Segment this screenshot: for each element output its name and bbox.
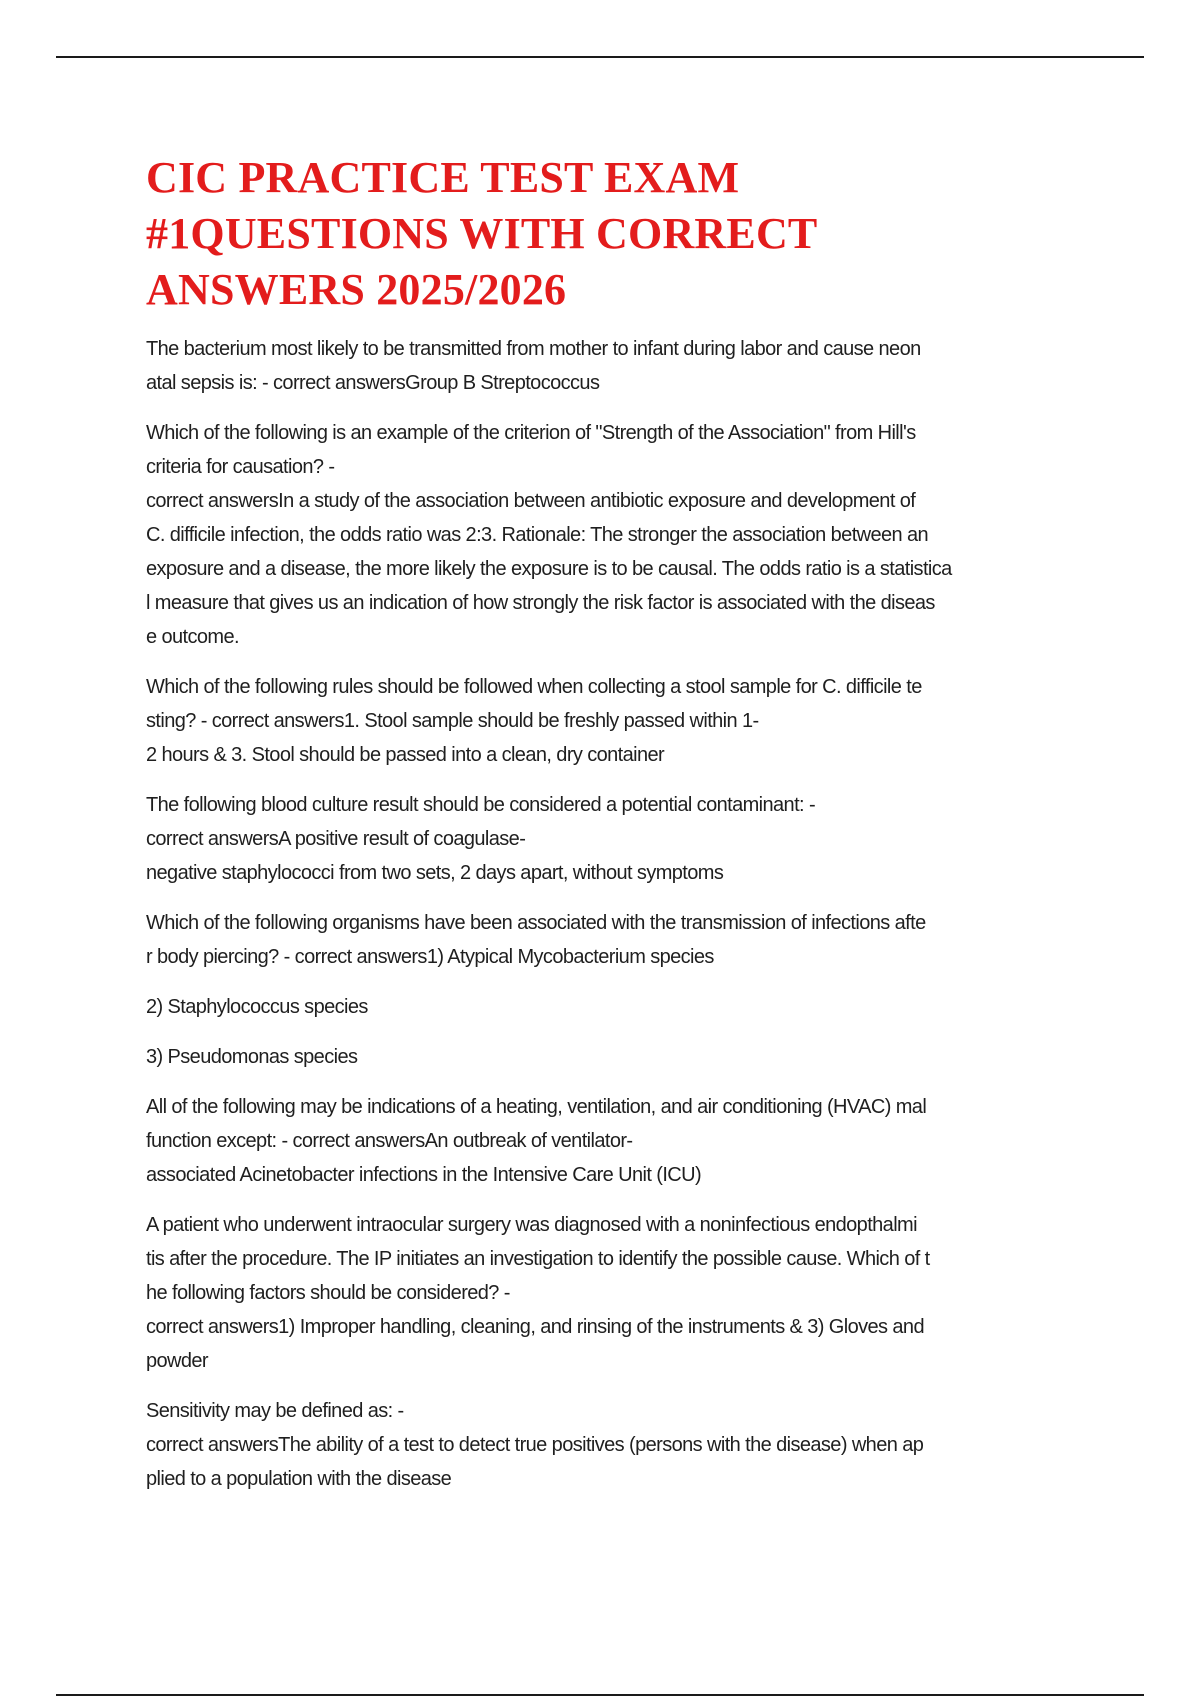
text-line: Which of the following rules should be followed when collecting a stool sample for C. difficile te [146,676,922,698]
title-line: ANSWERS 2025/2026 [146,265,567,314]
text-line: exposure and a disease, the more likely the exposure is to be causal. The odds ratio is a statistica [146,558,952,580]
text-line: C. difficile infection, the odds ratio was 2:3. Rationale: The stronger the association between an [146,524,929,546]
text-line: tis after the procedure. The IP initiates an investigation to identify the possible cause. Which of t [146,1248,930,1270]
text-line: associated Acinetobacter infections in the Intensive Care Unit (ICU) [146,1164,702,1186]
text-line: A patient who underwent intraocular surgery was diagnosed with a noninfectious endopthalmi [146,1214,917,1236]
text-line: r body piercing? - correct answers1) Atypical Mycobacterium species [146,946,714,968]
answer-item [146,990,1056,1024]
qa-block-8 [146,1394,1056,1496]
text-line: Which of the following is an example of the criterion of "Strength of the Association" from Hill's [146,422,916,444]
text-line: correct answers1) Improper handling, cleaning, and rinsing of the instruments & 3) Gloves and [146,1316,924,1338]
text-line: sting? - correct answers1. Stool sample should be freshly passed within 1- [146,710,759,732]
document-body [146,150,1056,1512]
qa-block-7 [146,1208,1056,1378]
text-line: The following blood culture result should be considered a potential contaminant: - [146,794,816,816]
qa-block-2 [146,416,1056,654]
text-line: correct answersA positive result of coagulase- [146,828,526,850]
title-line: CIC PRACTICE TEST EXAM [146,153,740,202]
qa-block-5 [146,906,1056,974]
text-line: 2) Staphylococcus species [146,996,368,1018]
qa-block-1 [146,332,1056,400]
text-line: 2 hours & 3. Stool should be passed into a clean, dry container [146,744,665,766]
document-title [146,150,1056,318]
text-line: All of the following may be indications of a heating, ventilation, and air conditioning (HVAC) mal [146,1096,927,1118]
text-line: atal sepsis is: - correct answersGroup B Streptococcus [146,372,600,394]
top-rule [56,56,1144,58]
qa-block-6 [146,1090,1056,1192]
text-line: Which of the following organisms have been associated with the transmission of infections afte [146,912,926,934]
qa-block-3 [146,670,1056,772]
text-line: he following factors should be considered? - [146,1282,510,1304]
text-line: function except: - correct answersAn outbreak of ventilator- [146,1130,633,1152]
bottom-rule [56,1694,1144,1696]
text-line: The bacterium most likely to be transmitted from mother to infant during labor and cause neon [146,338,921,360]
qa-block-4 [146,788,1056,890]
text-line: Sensitivity may be defined as: - [146,1400,404,1422]
text-line: plied to a population with the disease [146,1468,452,1490]
text-line: powder [146,1350,208,1372]
text-line: l measure that gives us an indication of how strongly the risk factor is associated with the diseas [146,592,935,614]
text-line: correct answersThe ability of a test to detect true positives (persons with the disease) when ap [146,1434,924,1456]
text-line: e outcome. [146,626,239,648]
text-line: 3) Pseudomonas species [146,1046,358,1068]
title-line: #1QUESTIONS WITH CORRECT [146,209,818,258]
text-line: correct answersIn a study of the association between antibiotic exposure and development of [146,490,916,512]
text-line: criteria for causation? - [146,456,335,478]
answer-item [146,1040,1056,1074]
text-line: negative staphylococci from two sets, 2 days apart, without symptoms [146,862,724,884]
